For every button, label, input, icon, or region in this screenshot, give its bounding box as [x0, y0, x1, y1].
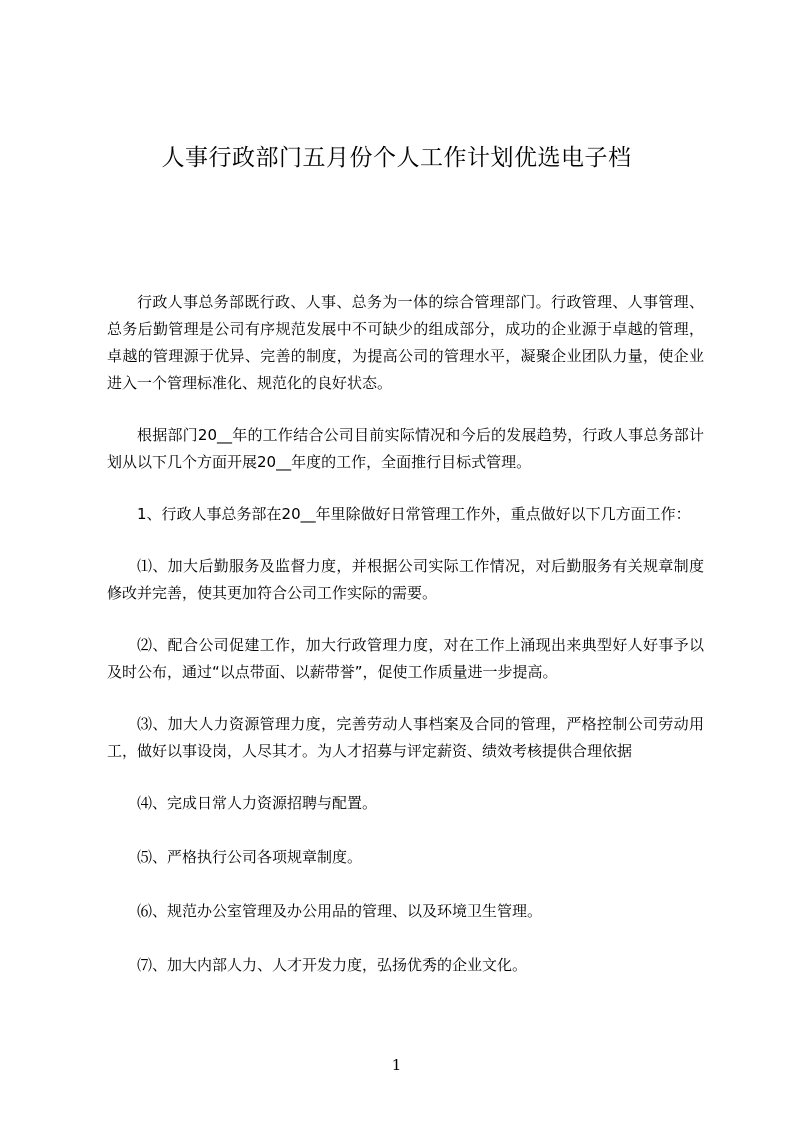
list-item-3: ⑶、加大人力资源管理力度，完善劳动人事档案及合同的管理，严格控制公司劳动用工，做好以事设岗，人尽其才。为人才招募与评定薪资、绩效考核提供合理依据: [107, 715, 704, 760]
document-title: 人事行政部门五月份个人工作计划优选电子档: [161, 145, 632, 171]
list-item-7: ⑺、加大内部人力、人才开发力度，弘扬优秀的企业文化。: [137, 956, 528, 974]
list-item-5: ⑸、严格执行公司各项规章制度。: [137, 848, 363, 866]
list-item-6: ⑹、规范办公室管理及办公用品的管理、以及环境卫生管理。: [137, 902, 543, 920]
list-item-2: ⑵、配合公司促建工作，加大行政管理力度，对在工作上涌现出来典型好人好事予以及时公布，通过“以点带面、以薪带誉”，促使工作质量进一步提高。: [107, 636, 704, 681]
paragraph-section-1: 1、行政人事总务部在20__年里除做好日常管理工作外，重点做好以下几方面工作：: [137, 505, 691, 523]
paragraph-intro: 行政人事总务部既行政、人事、总务为一体的综合管理部门。行政管理、人事管理、总务后勤管理是公司有序规范发展中不可缺少的组成部分，成功的企业源于卓越的管理，卓越的管理源于优异、完善的制度，为提高公司的管理水平，凝聚企业团队力量，使企业进入一个管理标准化、规范化的良好状态。: [107, 293, 704, 392]
list-item-4: ⑷、完成日常人力资源招聘与配置。: [137, 794, 378, 812]
document-body: [107, 289, 704, 979]
list-item-1: ⑴、加大后勤服务及监督力度，并根据公司实际工作情况，对后勤服务有关规章制度修改并完善，使其更加符合公司工作实际的需要。: [107, 557, 704, 602]
page-number: 1: [391, 1056, 402, 1074]
paragraph-plan-overview: 根据部门20__年的工作结合公司目前实际情况和今后的发展趋势，行政人事总务部计划从以下几个方面开展20__年度的工作，全面推行目标式管理。: [107, 426, 704, 471]
